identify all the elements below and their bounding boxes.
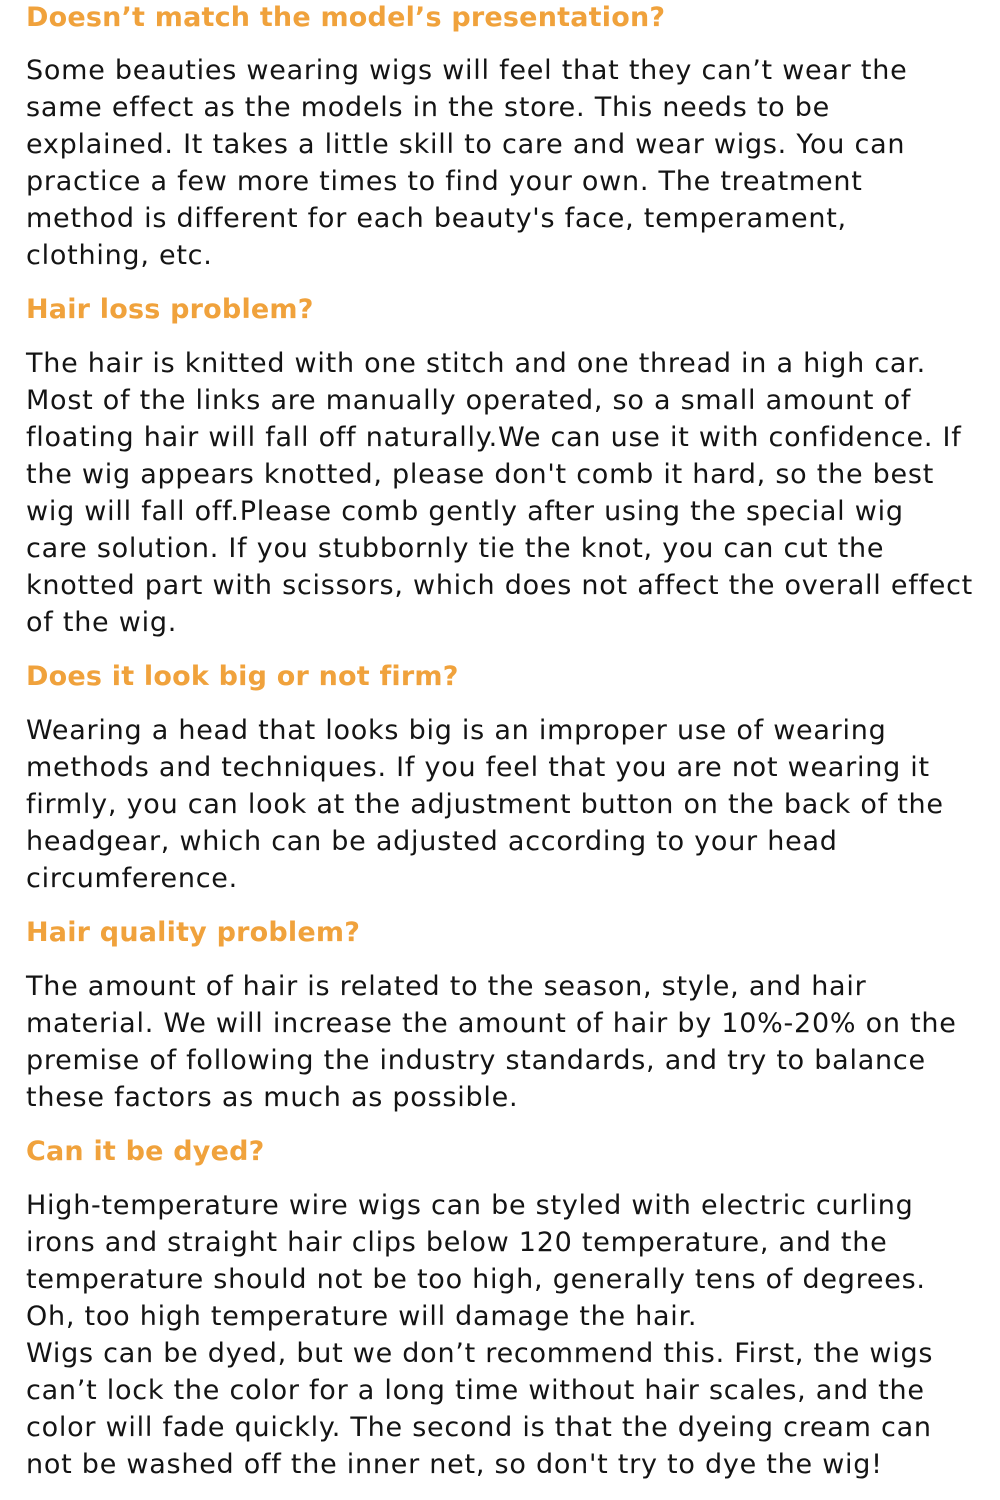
faq-answer-dyeing xyxy=(26,1187,933,1483)
answer-line: knotted part with scissors, which does not affect the overall effect xyxy=(26,570,974,601)
faq-question-model-presentation: Doesn’t match the model’s presentation? xyxy=(26,2,666,33)
answer-line: material. We will increase the amount of hair by 10%-20% on the xyxy=(26,1008,957,1039)
answer-line: practice a few more times to find your own. The treatment xyxy=(26,166,863,197)
answer-line: same effect as the models in the store. This needs to be xyxy=(26,92,831,123)
faq-answer-hair-quality xyxy=(26,968,957,1116)
answer-line: color will fade quickly. The second is that the dyeing cream can xyxy=(26,1412,932,1443)
answer-line: premise of following the industry standards, and try to balance xyxy=(26,1045,926,1076)
faq-answer-fit xyxy=(26,712,944,897)
faq-question-fit: Does it look big or not firm? xyxy=(26,661,459,692)
answer-line: these factors as much as possible. xyxy=(26,1082,519,1113)
answer-line: care solution. If you stubbornly tie the knot, you can cut the xyxy=(26,533,885,564)
answer-line: floating hair will fall off naturally.We can use it with confidence. If xyxy=(26,422,962,453)
answer-line: of the wig. xyxy=(26,607,178,638)
answer-line: Some beauties wearing wigs will feel that they can’t wear the xyxy=(26,55,908,86)
answer-line: firmly, you can look at the adjustment button on the back of the xyxy=(26,789,944,820)
faq-question-hair-loss: Hair loss problem? xyxy=(26,294,314,325)
answer-line: Wearing a head that looks big is an improper use of wearing xyxy=(26,715,887,746)
faq-answer-model-presentation xyxy=(26,52,907,274)
faq-question-dyeing: Can it be dyed? xyxy=(26,1136,265,1167)
answer-line: circumference. xyxy=(26,863,238,894)
faq-answer-hair-loss xyxy=(26,345,973,641)
answer-line: Wigs can be dyed, but we don’t recommend this. First, the wigs xyxy=(26,1338,934,1369)
answer-line: clothing, etc. xyxy=(26,240,213,271)
answer-line: headgear, which can be adjusted according to your head xyxy=(26,826,838,857)
answer-line: explained. It takes a little skill to care and wear wigs. You can xyxy=(26,129,906,160)
answer-line: High-temperature wire wigs can be styled with electric curling xyxy=(26,1190,914,1221)
faq-question-hair-quality: Hair quality problem? xyxy=(26,917,361,948)
answer-line: method is different for each beauty's face, temperament, xyxy=(26,203,847,234)
answer-line: wig will fall off.Please comb gently after using the special wig xyxy=(26,496,904,527)
answer-line: methods and techniques. If you feel that you are not wearing it xyxy=(26,752,930,783)
answer-line: Oh, too high temperature will damage the hair. xyxy=(26,1301,698,1332)
answer-line: Most of the links are manually operated, so a small amount of xyxy=(26,385,912,416)
answer-line: not be washed off the inner net, so don't try to dye the wig! xyxy=(26,1449,883,1480)
answer-line: irons and straight hair clips below 120 temperature, and the xyxy=(26,1227,888,1258)
answer-line: the wig appears knotted, please don't comb it hard, so the best xyxy=(26,459,935,490)
answer-line: temperature should not be too high, generally tens of degrees. xyxy=(26,1264,926,1295)
answer-line: can’t lock the color for a long time without hair scales, and the xyxy=(26,1375,925,1406)
answer-line: The hair is knitted with one stitch and one thread in a high car. xyxy=(26,348,926,379)
answer-line: The amount of hair is related to the season, style, and hair xyxy=(26,971,867,1002)
